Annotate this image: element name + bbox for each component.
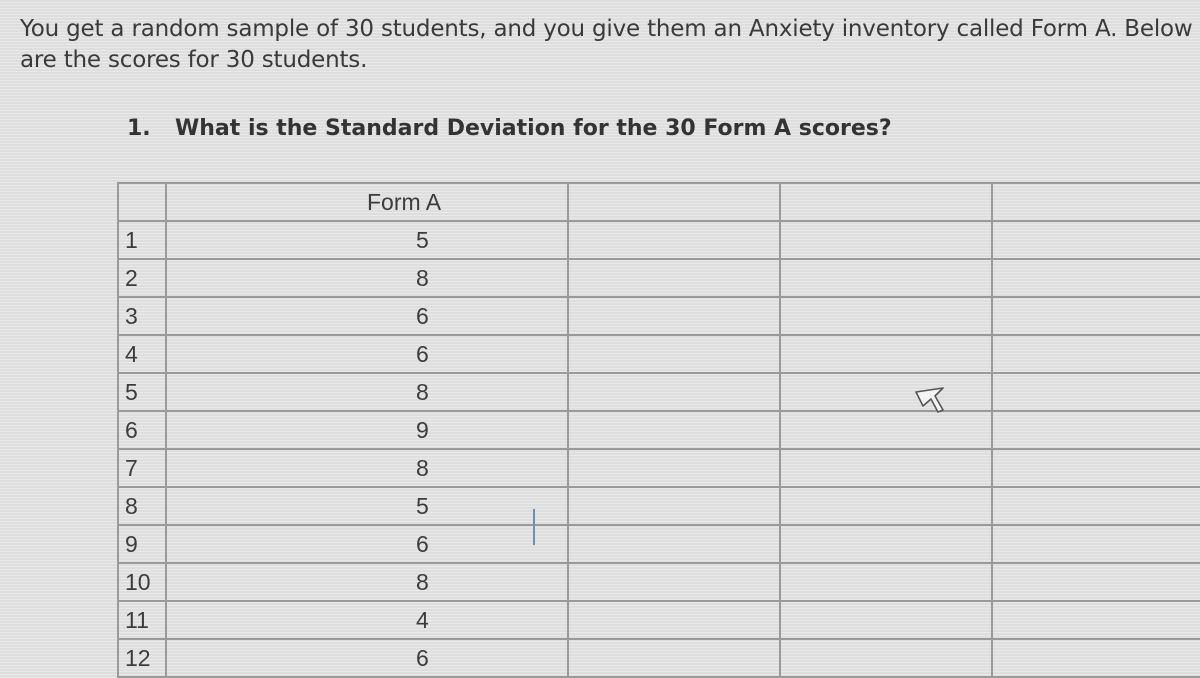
intro-text: You get a random sample of 30 students, and you give them an Anxiety inventory called Form A. Below are the scores for 30 students. bbox=[20, 16, 1193, 73]
empty-cell[interactable] bbox=[780, 183, 992, 221]
scores-table bbox=[117, 182, 1200, 678]
table-row bbox=[118, 335, 1200, 373]
row-index-cell[interactable]: 10 bbox=[118, 563, 166, 601]
empty-cell[interactable] bbox=[568, 183, 780, 221]
empty-cell[interactable] bbox=[568, 639, 780, 677]
empty-cell[interactable] bbox=[992, 411, 1200, 449]
empty-cell[interactable] bbox=[568, 601, 780, 639]
empty-cell[interactable] bbox=[992, 563, 1200, 601]
row-index-cell[interactable]: 7 bbox=[118, 449, 166, 487]
empty-cell[interactable] bbox=[568, 487, 780, 525]
form-a-score-cell[interactable]: 8 bbox=[166, 449, 568, 487]
row-index-cell[interactable]: 11 bbox=[118, 601, 166, 639]
scores-table-container bbox=[117, 182, 1200, 678]
empty-cell[interactable] bbox=[992, 183, 1200, 221]
form-a-header[interactable]: Form A bbox=[166, 183, 568, 221]
table-row bbox=[118, 601, 1200, 639]
form-a-score-cell[interactable]: 8 bbox=[166, 373, 568, 411]
table-row bbox=[118, 297, 1200, 335]
question-text: What is the Standard Deviation for the 30 Form A scores? bbox=[175, 116, 892, 141]
table-row bbox=[118, 487, 1200, 525]
table-row bbox=[118, 259, 1200, 297]
empty-cell[interactable] bbox=[780, 639, 992, 677]
question bbox=[127, 116, 892, 141]
empty-cell[interactable] bbox=[568, 335, 780, 373]
empty-cell[interactable] bbox=[992, 259, 1200, 297]
empty-cell[interactable] bbox=[780, 373, 992, 411]
form-a-score-cell[interactable]: 9 bbox=[166, 411, 568, 449]
form-a-score-cell[interactable]: 5 bbox=[166, 487, 568, 525]
row-index-cell[interactable]: 12 bbox=[118, 639, 166, 677]
empty-cell[interactable] bbox=[568, 525, 780, 563]
row-index-cell[interactable]: 1 bbox=[118, 221, 166, 259]
table-row bbox=[118, 221, 1200, 259]
empty-cell[interactable] bbox=[780, 259, 992, 297]
empty-cell[interactable] bbox=[780, 563, 992, 601]
row-index-cell[interactable]: 5 bbox=[118, 373, 166, 411]
table-row bbox=[118, 449, 1200, 487]
table-row bbox=[118, 411, 1200, 449]
row-index-cell[interactable]: 8 bbox=[118, 487, 166, 525]
empty-cell[interactable] bbox=[568, 259, 780, 297]
empty-cell[interactable] bbox=[780, 601, 992, 639]
empty-cell[interactable] bbox=[568, 563, 780, 601]
table-row bbox=[118, 525, 1200, 563]
table-row bbox=[118, 639, 1200, 677]
form-a-score-cell[interactable]: 6 bbox=[166, 335, 568, 373]
form-a-score-cell[interactable]: 6 bbox=[166, 297, 568, 335]
empty-cell[interactable] bbox=[568, 373, 780, 411]
header-index-cell[interactable] bbox=[118, 183, 166, 221]
empty-cell[interactable] bbox=[568, 297, 780, 335]
empty-cell[interactable] bbox=[568, 221, 780, 259]
empty-cell[interactable] bbox=[992, 525, 1200, 563]
row-index-cell[interactable]: 9 bbox=[118, 525, 166, 563]
empty-cell[interactable] bbox=[780, 449, 992, 487]
empty-cell[interactable] bbox=[992, 373, 1200, 411]
row-index-cell[interactable]: 2 bbox=[118, 259, 166, 297]
form-a-score-cell[interactable]: 4 bbox=[166, 601, 568, 639]
form-a-score-cell[interactable]: 8 bbox=[166, 563, 568, 601]
empty-cell[interactable] bbox=[992, 297, 1200, 335]
empty-cell[interactable] bbox=[568, 411, 780, 449]
selection-mark bbox=[533, 509, 535, 545]
empty-cell[interactable] bbox=[992, 601, 1200, 639]
question-number: 1. bbox=[127, 116, 151, 141]
empty-cell[interactable] bbox=[780, 221, 992, 259]
row-index-cell[interactable]: 3 bbox=[118, 297, 166, 335]
table-row bbox=[118, 563, 1200, 601]
empty-cell[interactable] bbox=[992, 639, 1200, 677]
mouse-pointer-icon bbox=[913, 384, 947, 414]
form-a-score-cell[interactable]: 6 bbox=[166, 525, 568, 563]
empty-cell[interactable] bbox=[992, 487, 1200, 525]
empty-cell[interactable] bbox=[780, 297, 992, 335]
form-a-score-cell[interactable]: 8 bbox=[166, 259, 568, 297]
empty-cell[interactable] bbox=[992, 221, 1200, 259]
form-a-score-cell[interactable]: 6 bbox=[166, 639, 568, 677]
empty-cell[interactable] bbox=[780, 335, 992, 373]
empty-cell[interactable] bbox=[992, 449, 1200, 487]
table-row bbox=[118, 373, 1200, 411]
empty-cell[interactable] bbox=[780, 487, 992, 525]
empty-cell[interactable] bbox=[780, 525, 992, 563]
empty-cell[interactable] bbox=[568, 449, 780, 487]
row-index-cell[interactable]: 6 bbox=[118, 411, 166, 449]
row-index-cell[interactable]: 4 bbox=[118, 335, 166, 373]
empty-cell[interactable] bbox=[992, 335, 1200, 373]
empty-cell[interactable] bbox=[780, 411, 992, 449]
form-a-score-cell[interactable]: 5 bbox=[166, 221, 568, 259]
table-header-row bbox=[118, 183, 1200, 221]
